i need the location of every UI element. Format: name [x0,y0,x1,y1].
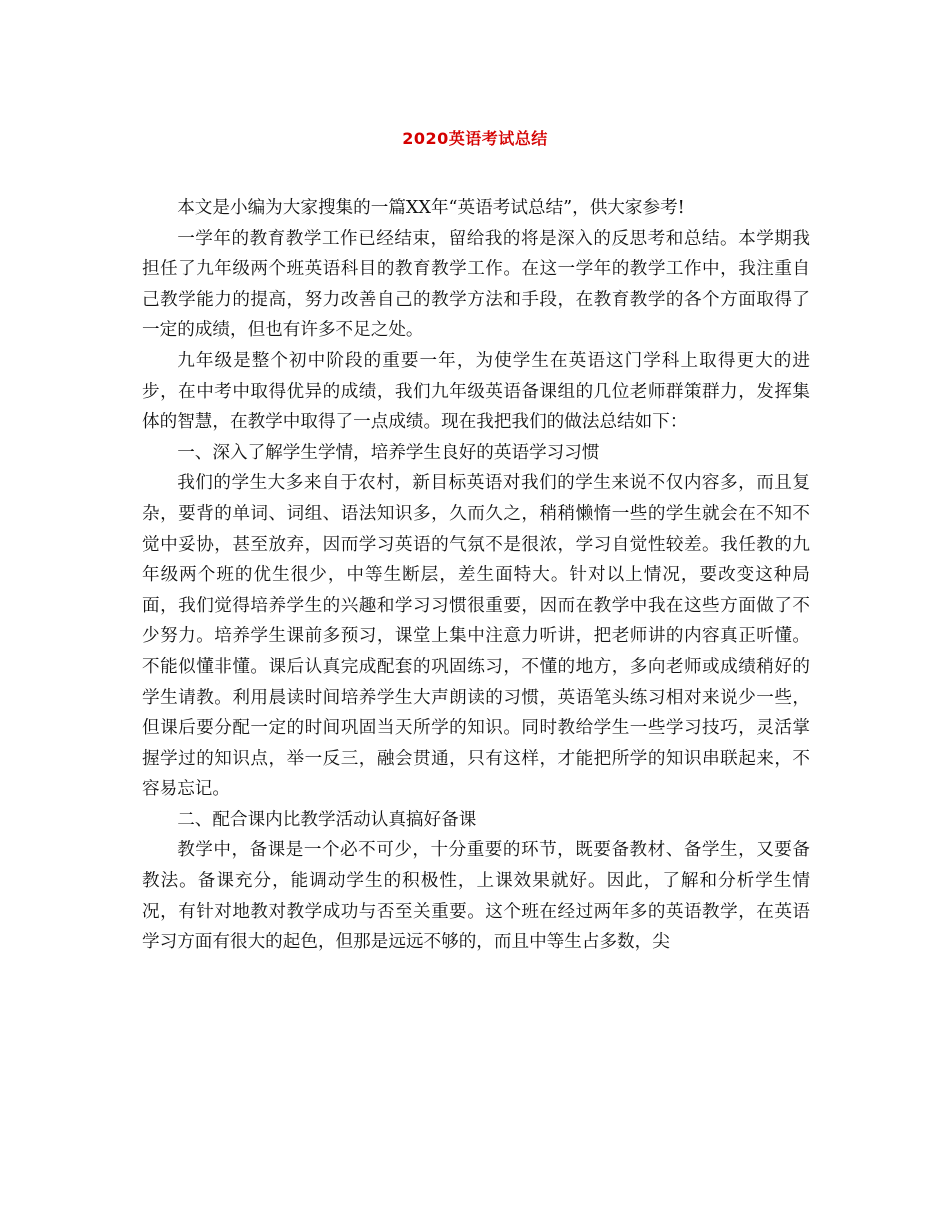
paragraph: 九年级是整个初中阶段的重要一年，为使学生在英语这门学科上取得更大的进步，在中考中取得优异的成绩，我们九年级英语备课组的几位老师群策群力，发挥集体的智慧，在教学中取得了一点成绩。现在我把我们的做法总结如下： [142,350,810,433]
paragraph: 一学年的教育教学工作已经结束，留给我的将是深入的反思考和总结。本学期我担任了九年级两个班英语科目的教育教学工作。在这一学年的教学工作中，我注重自己教学能力的提高，努力改善自己的教学方法和手段，在教育教学的各个方面取得了一定的成绩，但也有许多不足之处。 [142,228,810,341]
section-heading-2: 二、配合课内比教学活动认真搞好备课 [177,809,477,830]
paragraph-intro: 本文是小编为大家搜集的一篇XX年“英语考试总结”，供大家参考! [177,198,685,218]
paragraph: 教学中，备课是一个必不可少，十分重要的环节，既要备教材、备学生，又要备教法。备课充分，能调动学生的积极性，上课效果就好。因此，了解和分析学生情况，有针对地教对教学成功与否至关重要。这个班在经过两年多的英语教学，在英语学习方面有很大的起色，但那是远远不够的，而且中等生占多数，尖 [142,840,810,953]
document-body [142,193,810,958]
paragraph: 我们的学生大多来自于农村，新目标英语对我们的学生来说不仅内容多，而且复杂，要背的单词、词组、语法知识多，久而久之，稍稍懒惰一些的学生就会在不知不觉中妥协，甚至放弃，因而学习英语的气氛不是很浓，学习自觉性较差。我任教的九年级两个班的优生很少，中等生断层，差生面特大。针对以上情况，要改变这种局面，我们觉得培养学生的兴趣和学习习惯很重要，因而在教学中我在这些方面做了不少努力。培养学生课前多预习，课堂上集中注意力听讲，把老师讲的内容真正听懂。不能似懂非懂。课后认真完成配套的巩固练习，不懂的地方，多向老师或成绩稍好的学生请教。利用晨读时间培养学生大声朗读的习惯，英语笔头练习相对来说少一些，但课后要分配一定的时间巩固当天所学的知识。同时教给学生一些学习技巧，灵活掌握学过的知识点，举一反三，融会贯通，只有这样，才能把所学的知识串联起来，不容易忘记。 [142,473,810,800]
section-heading-1: 一、深入了解学生学情，培养学生良好的英语学习习惯 [177,442,600,463]
document-title: 2020英语考试总结 [402,129,548,148]
